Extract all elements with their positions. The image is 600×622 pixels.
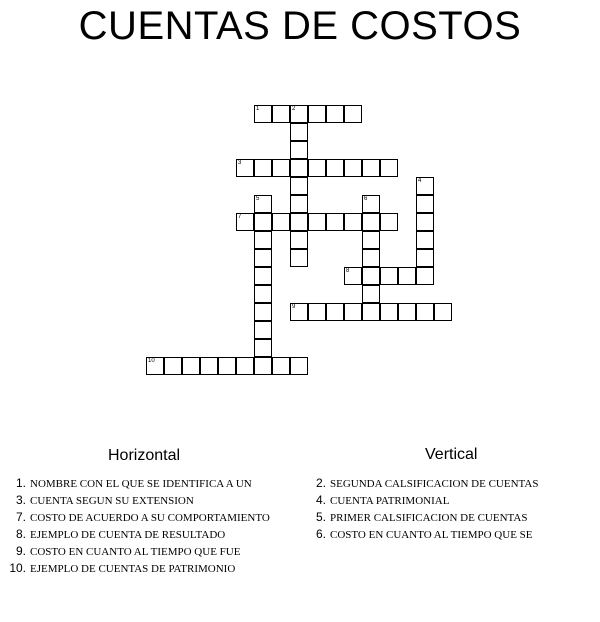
crossword-cell[interactable] — [290, 231, 308, 249]
down-clue: 2. SEGUNDA CALSIFICACION DE CUENTAS — [315, 476, 539, 490]
down-clue: 4. CUENTA PATRIMONIAL — [315, 493, 450, 507]
clue-number: 8 — [346, 268, 350, 274]
crossword-cell[interactable] — [380, 159, 398, 177]
crossword-cell[interactable] — [236, 357, 254, 375]
puzzle-title: CUENTAS DE COSTOS — [78, 4, 522, 48]
crossword-cell[interactable] — [272, 357, 290, 375]
crossword-cell[interactable] — [254, 303, 272, 321]
crossword-cell[interactable] — [416, 267, 434, 285]
crossword-cell[interactable] — [254, 195, 272, 213]
clue-number: 2 — [292, 106, 296, 112]
clue-number: 5 — [256, 196, 260, 202]
crossword-cell[interactable] — [380, 267, 398, 285]
crossword-cell[interactable] — [362, 195, 380, 213]
crossword-cell[interactable] — [254, 249, 272, 267]
crossword-cell[interactable] — [326, 105, 344, 123]
crossword-cell[interactable] — [416, 231, 434, 249]
crossword-cell[interactable] — [326, 303, 344, 321]
clue-number: 6 — [364, 196, 368, 202]
crossword-cell[interactable] — [290, 123, 308, 141]
crossword-cell[interactable] — [416, 195, 434, 213]
crossword-cell[interactable] — [272, 159, 290, 177]
crossword-cell[interactable] — [362, 249, 380, 267]
crossword-cell[interactable] — [362, 303, 380, 321]
crossword-cell[interactable] — [344, 105, 362, 123]
clue-number: 3 — [238, 160, 242, 166]
crossword-cell[interactable] — [290, 159, 308, 177]
crossword-cell[interactable] — [200, 357, 218, 375]
across-clue: 7. COSTO DE ACUERDO A SU COMPORTAMIENTO — [15, 510, 270, 524]
crossword-cell[interactable] — [236, 159, 254, 177]
crossword-cell[interactable] — [290, 141, 308, 159]
crossword-cell[interactable] — [254, 321, 272, 339]
crossword-cell[interactable] — [254, 231, 272, 249]
across-clue-list — [0, 476, 270, 578]
crossword-cell[interactable] — [290, 177, 308, 195]
crossword-cell[interactable] — [362, 267, 380, 285]
crossword-cell[interactable] — [272, 213, 290, 231]
crossword-cell[interactable] — [164, 357, 182, 375]
crossword-cell[interactable] — [362, 159, 380, 177]
crossword-cell[interactable] — [236, 213, 254, 231]
crossword-cell[interactable] — [290, 105, 308, 123]
crossword-cell[interactable] — [218, 357, 236, 375]
crossword-cell[interactable] — [254, 159, 272, 177]
crossword-cell[interactable] — [398, 303, 416, 321]
across-clue: 3. CUENTA SEGUN SU EXTENSION — [15, 493, 194, 507]
crossword-cell[interactable] — [308, 105, 326, 123]
crossword-cell[interactable] — [344, 303, 362, 321]
crossword-cell[interactable] — [362, 285, 380, 303]
crossword-cell[interactable] — [254, 285, 272, 303]
crossword-cell[interactable] — [326, 213, 344, 231]
crossword-cell[interactable] — [290, 249, 308, 267]
crossword-cell[interactable] — [308, 303, 326, 321]
crossword-cell[interactable] — [308, 159, 326, 177]
crossword-cell[interactable] — [416, 177, 434, 195]
crossword-cell[interactable] — [182, 357, 200, 375]
crossword-cell[interactable] — [344, 213, 362, 231]
crossword-cell[interactable] — [434, 303, 452, 321]
crossword-cell[interactable] — [254, 105, 272, 123]
clue-number: 9 — [292, 304, 296, 310]
crossword-cell[interactable] — [362, 231, 380, 249]
crossword-cell[interactable] — [146, 357, 164, 375]
crossword-cell[interactable] — [254, 339, 272, 357]
across-clue: 9. COSTO EN CUANTO AL TIEMPO QUE FUE — [15, 544, 241, 558]
across-clue: 10. EJEMPLO DE CUENTAS DE PATRIMONIO — [9, 561, 236, 575]
crossword-cell[interactable] — [290, 357, 308, 375]
crossword-cell[interactable] — [416, 303, 434, 321]
crossword-cell[interactable] — [308, 213, 326, 231]
down-heading: Vertical — [425, 446, 478, 463]
crossword-cell[interactable] — [290, 213, 308, 231]
clue-number: 1 — [256, 106, 260, 112]
crossword-cell[interactable] — [380, 213, 398, 231]
crossword-cell[interactable] — [416, 213, 434, 231]
clue-number: 7 — [238, 214, 242, 220]
crossword-cell[interactable] — [344, 267, 362, 285]
crossword-cell[interactable] — [254, 213, 272, 231]
crossword-cell[interactable] — [272, 105, 290, 123]
crossword-cell[interactable] — [290, 195, 308, 213]
down-clue: 5. PRIMER CALSIFICACION DE CUENTAS — [315, 510, 528, 524]
down-clue: 6. COSTO EN CUANTO AL TIEMPO QUE SE — [315, 527, 533, 541]
crossword-cell[interactable] — [344, 159, 362, 177]
crossword-cell[interactable] — [362, 213, 380, 231]
down-clue-list — [300, 476, 538, 544]
crossword-cell[interactable] — [254, 357, 272, 375]
crossword-cell[interactable] — [398, 267, 416, 285]
across-heading: Horizontal — [108, 447, 181, 464]
across-clue: 1. NOMBRE CON EL QUE SE IDENTIFICA A UN — [15, 476, 252, 490]
across-clue: 8. EJEMPLO DE CUENTA DE RESULTADO — [15, 527, 226, 541]
clue-number: 10 — [148, 358, 155, 364]
crossword-cell[interactable] — [290, 303, 308, 321]
crossword-cell[interactable] — [254, 267, 272, 285]
crossword-cell[interactable] — [326, 159, 344, 177]
crossword-cell[interactable] — [416, 249, 434, 267]
crossword-cell[interactable] — [380, 303, 398, 321]
clue-number: 4 — [418, 178, 422, 184]
